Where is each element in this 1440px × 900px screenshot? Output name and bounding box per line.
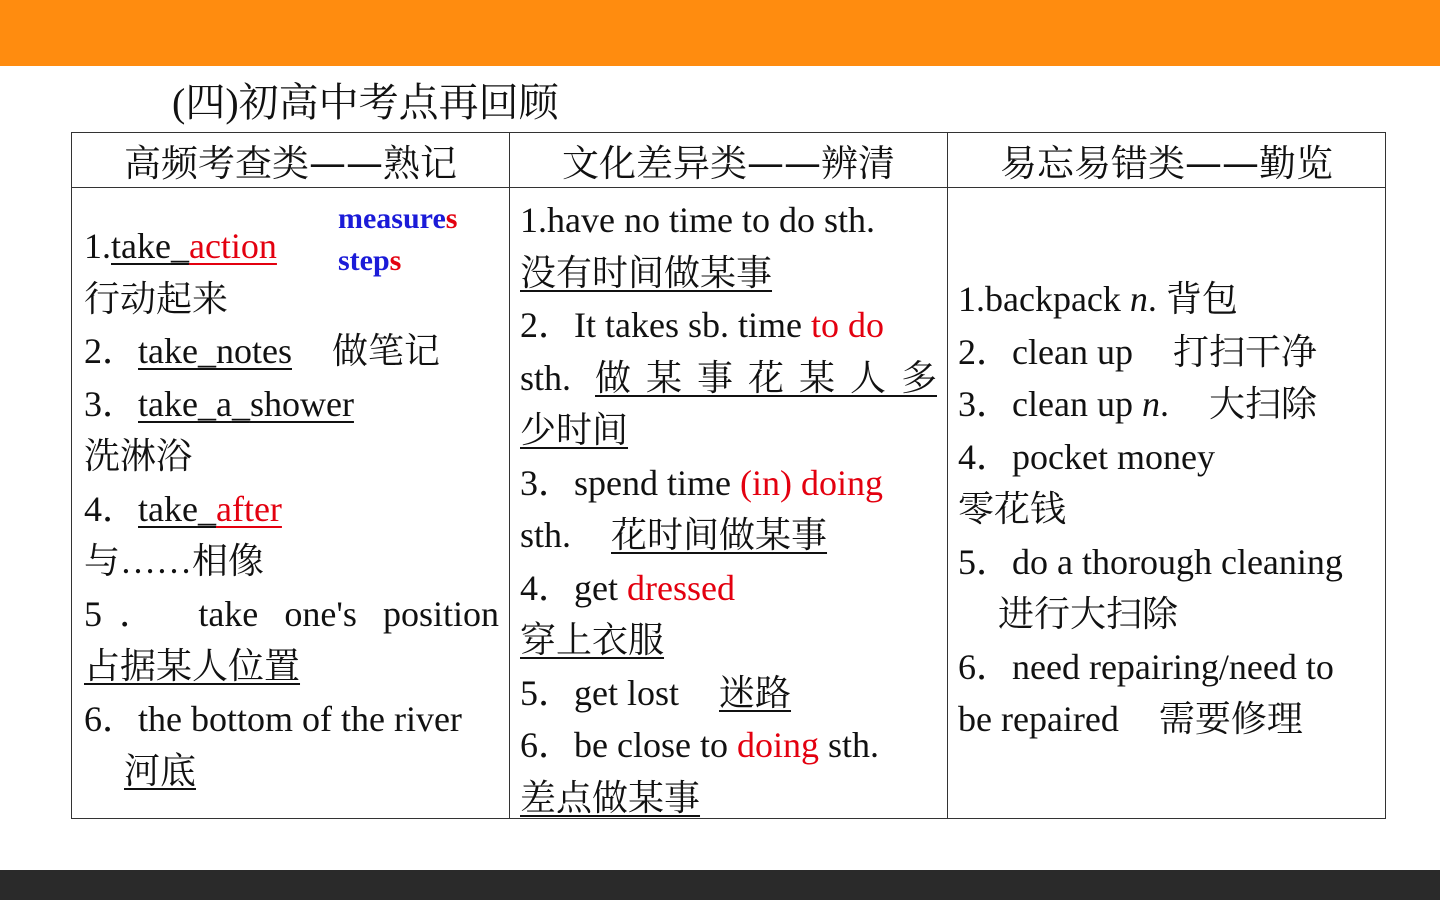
c3-item4-cn: 零花钱 [958, 489, 1067, 529]
header-col2: 文化差异类——辨清 [510, 133, 948, 188]
c1-item5-cn: 占据某人位置 [84, 646, 301, 686]
c1-item6-cn: 河底 [124, 751, 197, 791]
c2-item2: 2．It takes sb. time to do [520, 305, 884, 345]
c1-item4-cn: 与……相像 [84, 541, 265, 581]
c1-item5: 5． take one's position [84, 593, 499, 634]
cell-col1 [72, 188, 510, 819]
c2-item5: 5．get lost 迷路 [520, 672, 792, 713]
option-s-2: s [389, 244, 402, 277]
c1-item6: 6．the bottom of the river [84, 698, 462, 739]
c2-item6-cn: 差点做某事 [520, 777, 701, 818]
cell-col2 [510, 188, 948, 819]
c3-item5: 5．do a thorough cleaning [958, 541, 1343, 582]
c2-item2-cn2: 少时间 [520, 410, 629, 450]
answer-after: after [215, 488, 282, 529]
c2-item4-cn: 穿上衣服 [520, 620, 665, 660]
top-accent-bar [0, 0, 1440, 66]
c2-item1: 1.have no time to do sth. [520, 200, 875, 240]
option-measure: measure [338, 202, 446, 235]
c2-item1-cn: 没有时间做某事 [520, 252, 773, 293]
c1-item3-cn: 洗淋浴 [84, 436, 193, 476]
col2-content [510, 188, 947, 818]
c3-item1: 1.backpack n. 背包 [958, 279, 1238, 319]
cell-col3 [948, 188, 1386, 819]
header-col1: 高频考查类——熟记 [72, 133, 510, 188]
c2-item2-line2: sth. 做某事花某人多 [520, 357, 937, 398]
c1-item1-cn: 行动起来 [84, 278, 229, 319]
slide-title: (四)初高中考点再回顾 [172, 80, 559, 125]
option-words [338, 198, 457, 282]
c2-item3-line2: sth. 花时间做某事 [520, 515, 828, 555]
col3-content [948, 188, 1385, 818]
review-table [71, 132, 1386, 819]
c3-item2: 2．clean up 打扫干净 [958, 331, 1317, 372]
c3-item3: 3．clean up n. 大扫除 [958, 384, 1317, 424]
c3-item6: 6．need repairing/need to [958, 646, 1334, 687]
c3-item6-line2: be repaired 需要修理 [958, 699, 1303, 739]
c1-item3: 3．take_a_shower [84, 383, 354, 424]
c3-item4: 4．pocket money [958, 436, 1215, 477]
c1-item1: 1.take_action [84, 226, 277, 266]
option-step: step [338, 244, 390, 277]
c2-item3: 3．spend time (in) doing [520, 462, 883, 503]
col1-content [72, 188, 509, 791]
content-row [72, 188, 1386, 819]
answer-action: action [188, 226, 277, 266]
header-row [72, 133, 1386, 188]
bottom-bar [0, 870, 1440, 900]
c2-item6: 6．be close to doing sth. [520, 725, 879, 765]
c1-item4: 4．take_after [84, 488, 282, 529]
c3-item5-cn: 进行大扫除 [998, 594, 1179, 634]
c2-item4: 4．get dressed [520, 567, 735, 608]
c1-item2: 2．take_notes 做笔记 [84, 331, 440, 371]
header-col3: 易忘易错类——勤览 [948, 133, 1386, 188]
option-s-1: s [445, 202, 458, 235]
